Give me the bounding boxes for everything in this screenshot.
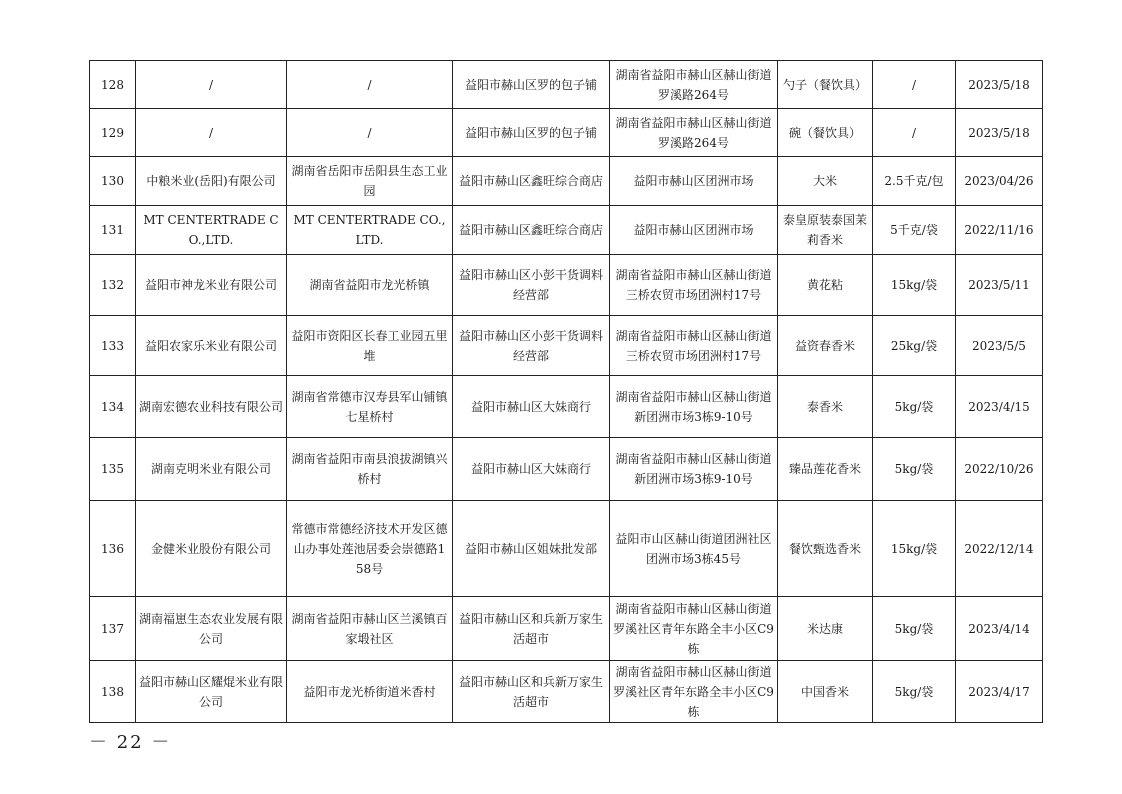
specification: 15kg/袋 <box>873 501 956 597</box>
specification: 2.5千克/包 <box>873 157 956 206</box>
table-row <box>90 438 1043 501</box>
producer-address: / <box>287 109 453 157</box>
table-row <box>90 109 1043 157</box>
specification: 5kg/袋 <box>873 597 956 661</box>
seller-name: 益阳市赫山区小彭干货调料经营部 <box>453 316 610 376</box>
seller-address: 益阳市山区赫山街道团洲社区团洲市场3栋45号 <box>610 501 778 597</box>
seller-name: 益阳市赫山区罗的包子铺 <box>453 109 610 157</box>
producer-address: 湖南省益阳市赫山区兰溪镇百家塅社区 <box>287 597 453 661</box>
producer-name: 益阳市赫山区耀焜米业有限公司 <box>136 661 287 723</box>
production-date: 2023/5/18 <box>956 61 1043 109</box>
seller-name: 益阳市赫山区姐妹批发部 <box>453 501 610 597</box>
row-number: 128 <box>90 61 136 109</box>
seller-address: 湖南省益阳市赫山区赫山街道三桥农贸市场团洲村17号 <box>610 316 778 376</box>
producer-address: 益阳市龙光桥街道米香村 <box>287 661 453 723</box>
seller-name: 益阳市赫山区和兵新万家生活超市 <box>453 597 610 661</box>
specification: 5kg/袋 <box>873 661 956 723</box>
page-number: － 22 － <box>89 732 172 753</box>
table-row <box>90 206 1043 255</box>
seller-address: 湖南省益阳市赫山区赫山街道新团洲市场3栋9-10号 <box>610 376 778 438</box>
production-date: 2023/5/18 <box>956 109 1043 157</box>
seller-name: 益阳市赫山区罗的包子铺 <box>453 61 610 109</box>
producer-address: / <box>287 61 453 109</box>
seller-name: 益阳市赫山区小彭干货调料经营部 <box>453 255 610 316</box>
table-row <box>90 501 1043 597</box>
seller-address: 湖南省益阳市赫山区赫山街道新团洲市场3栋9-10号 <box>610 438 778 501</box>
producer-address: 益阳市资阳区长春工业园五里堆 <box>287 316 453 376</box>
producer-name: 湖南福崽生态农业发展有限公司 <box>136 597 287 661</box>
producer-name: 湖南宏德农业科技有限公司 <box>136 376 287 438</box>
specification: / <box>873 109 956 157</box>
row-number: 132 <box>90 255 136 316</box>
production-date: 2022/12/14 <box>956 501 1043 597</box>
production-date: 2023/4/17 <box>956 661 1043 723</box>
production-date: 2023/4/14 <box>956 597 1043 661</box>
seller-address: 湖南省益阳市赫山区赫山街道罗溪路264号 <box>610 61 778 109</box>
specification: 25kg/袋 <box>873 316 956 376</box>
production-date: 2022/11/16 <box>956 206 1043 255</box>
producer-name: 中粮米业(岳阳)有限公司 <box>136 157 287 206</box>
seller-name: 益阳市赫山区大妹商行 <box>453 438 610 501</box>
producer-name: 湖南克明米业有限公司 <box>136 438 287 501</box>
table-row <box>90 61 1043 109</box>
product-name: 臻品莲花香米 <box>778 438 873 501</box>
production-date: 2022/10/26 <box>956 438 1043 501</box>
producer-address: 湖南省益阳市南县浪拔湖镇兴桥村 <box>287 438 453 501</box>
seller-name: 益阳市赫山区大妹商行 <box>453 376 610 438</box>
specification: 5kg/袋 <box>873 438 956 501</box>
producer-address: 湖南省益阳市龙光桥镇 <box>287 255 453 316</box>
specification: / <box>873 61 956 109</box>
specification: 15kg/袋 <box>873 255 956 316</box>
product-name: 益资春香米 <box>778 316 873 376</box>
producer-name: / <box>136 109 287 157</box>
row-number: 134 <box>90 376 136 438</box>
producer-address: 常德市常德经济技术开发区德山办事处莲池居委会崇德路158号 <box>287 501 453 597</box>
table-row <box>90 316 1043 376</box>
row-number: 133 <box>90 316 136 376</box>
producer-name: 益阳市神龙米业有限公司 <box>136 255 287 316</box>
product-name: 餐饮甄选香米 <box>778 501 873 597</box>
seller-address: 湖南省益阳市赫山区赫山街道罗溪社区青年东路全丰小区C9栋 <box>610 597 778 661</box>
seller-name: 益阳市赫山区鑫旺综合商店 <box>453 157 610 206</box>
seller-address: 益阳市赫山区团洲市场 <box>610 206 778 255</box>
seller-name: 益阳市赫山区鑫旺综合商店 <box>453 206 610 255</box>
specification: 5kg/袋 <box>873 376 956 438</box>
table-row <box>90 376 1043 438</box>
row-number: 136 <box>90 501 136 597</box>
producer-address: 湖南省常德市汉寿县军山铺镇七星桥村 <box>287 376 453 438</box>
producer-name: 益阳农家乐米业有限公司 <box>136 316 287 376</box>
table-body <box>90 61 1043 723</box>
product-name: 米达康 <box>778 597 873 661</box>
production-date: 2023/5/11 <box>956 255 1043 316</box>
row-number: 135 <box>90 438 136 501</box>
producer-address: 湖南省岳阳市岳阳县生态工业园 <box>287 157 453 206</box>
seller-address: 湖南省益阳市赫山区赫山街道三桥农贸市场团洲村17号 <box>610 255 778 316</box>
production-date: 2023/04/26 <box>956 157 1043 206</box>
product-name: 泰皇原装泰国茉莉香米 <box>778 206 873 255</box>
product-name: 勺子（餐饮具） <box>778 61 873 109</box>
specification: 5千克/袋 <box>873 206 956 255</box>
table-row <box>90 597 1043 661</box>
product-name: 泰香米 <box>778 376 873 438</box>
row-number: 130 <box>90 157 136 206</box>
seller-address: 湖南省益阳市赫山区赫山街道罗溪路264号 <box>610 109 778 157</box>
product-name: 黄花粘 <box>778 255 873 316</box>
table-row <box>90 255 1043 316</box>
production-date: 2023/5/5 <box>956 316 1043 376</box>
producer-name: 金健米业股份有限公司 <box>136 501 287 597</box>
producer-address: MT CENTERTRADE CO.,LTD. <box>287 206 453 255</box>
production-date: 2023/4/15 <box>956 376 1043 438</box>
table-row <box>90 661 1043 723</box>
producer-name: / <box>136 61 287 109</box>
product-name: 碗（餐饮具） <box>778 109 873 157</box>
product-name: 中国香米 <box>778 661 873 723</box>
table-row <box>90 157 1043 206</box>
row-number: 131 <box>90 206 136 255</box>
seller-name: 益阳市赫山区和兵新万家生活超市 <box>453 661 610 723</box>
row-number: 138 <box>90 661 136 723</box>
seller-address: 湖南省益阳市赫山区赫山街道罗溪社区青年东路全丰小区C9栋 <box>610 661 778 723</box>
seller-address: 益阳市赫山区团洲市场 <box>610 157 778 206</box>
row-number: 129 <box>90 109 136 157</box>
row-number: 137 <box>90 597 136 661</box>
product-name: 大米 <box>778 157 873 206</box>
producer-name: MT CENTERTRADE CO.,LTD. <box>136 206 287 255</box>
sampling-table <box>89 60 1043 723</box>
